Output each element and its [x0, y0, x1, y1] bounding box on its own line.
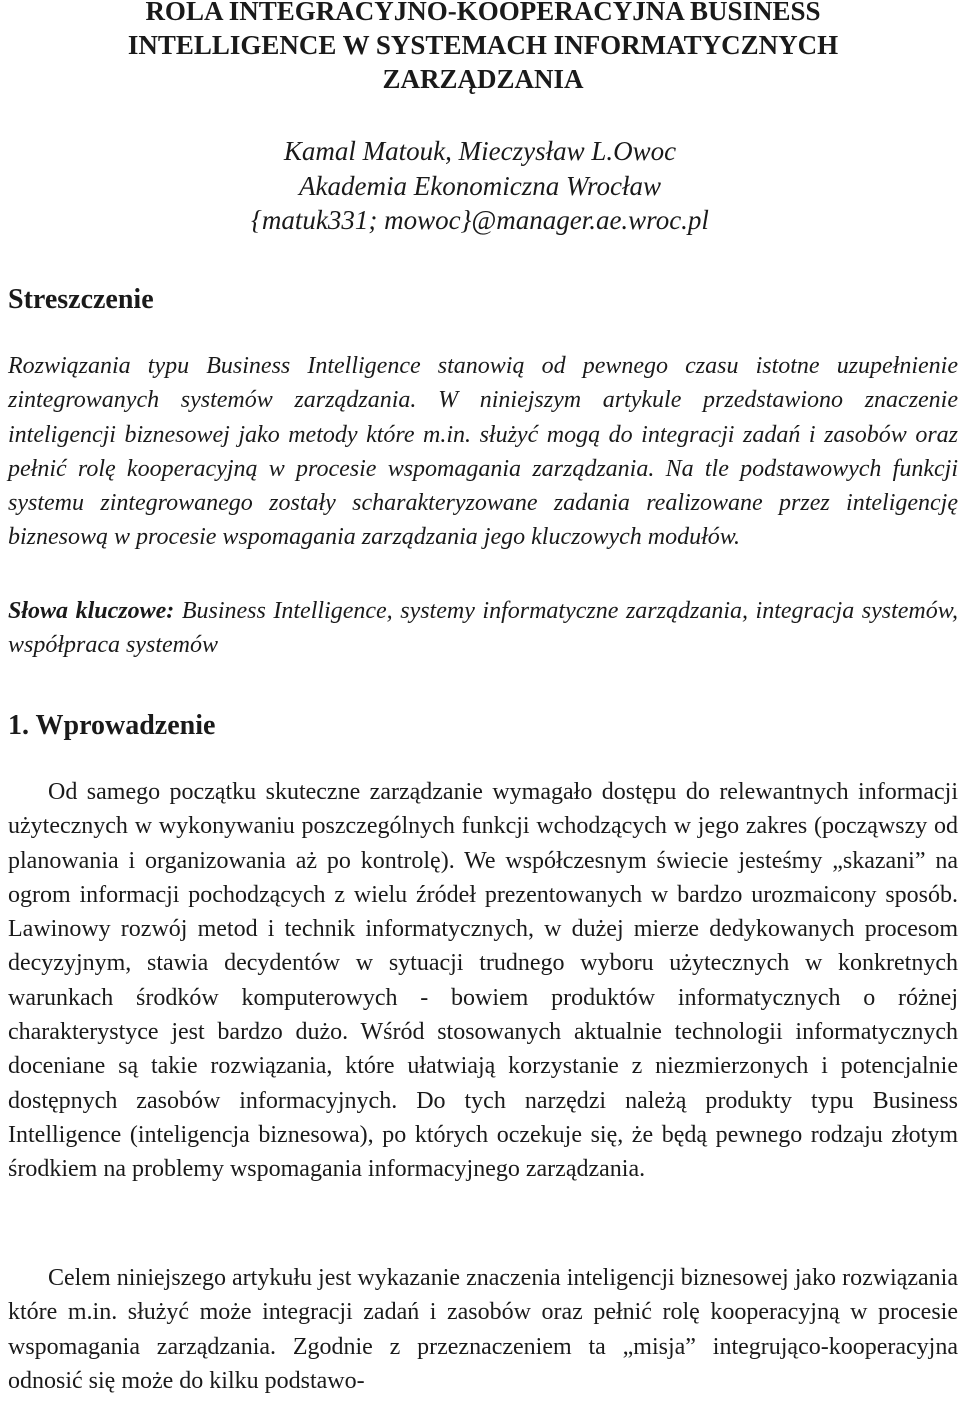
- paper-title: [8, 0, 958, 96]
- body-paragraph-1: Od samego początku skuteczne zarządzanie wymagało dostępu do relewantnych informacji użytecznych w wykonywaniu poszczególnych funkcji wchodzących w jego zakres (począwszy od planowania i organizowania aż po kontrolę). We współczesnym świecie jesteśmy „skazani” na ogrom informacji pochodzących z wielu źródeł prezentowanych w bardzo urozmaicony sposób. Lawinowy rozwój metod i technik informatycznych, w dużej mierze dedykowanych procesom decyzyjnym, stawia decydentów w sytuacji trudnego wyboru użytecznych w konkretnych warunkach środków komputerowych - bowiem produktów informatycznych o różnej charakterystyce jest bardzo dużo. Wśród stosowanych aktualnie technologii informatycznych doceniane są takie rozwiązania, które ułatwiają korzystanie z niezmierzonych i potencjalnie dostępnych zasobów informacyjnych. Do tych narzędzi należą produkty typu Business Intelligence (inteligencja biznesowa), po których oczekuje się, że będą pewnego rodzaju złotym środkiem na problemy wspomagania informacyjnego zarządzania.: [8, 779, 958, 1183]
- section-heading-introduction: 1. Wprowadzenie: [8, 710, 216, 741]
- body-paragraph-2: Celem niniejszego artykułu jest wykazanie znaczenia inteligencji biznesowej jako rozwiązania które m.in. służyć może integracji zadań i zasobów oraz pełnić rolę kooperacyjną w procesie wspomagania zarządzania. Zgodnie z przeznaczeniem ta „misja” integrująco-kooperacyjna odnosić się może do kilku podstawo-: [8, 1265, 958, 1394]
- keywords-text: Business Intelligence, systemy informatyczne zarządzania, integracja systemów, współpraca systemów: [8, 598, 958, 659]
- keywords: [8, 594, 958, 663]
- title-line-1: ROLA INTEGRACYJNO-KOOPERACYJNA BUSINESS: [145, 0, 821, 26]
- title-line-3: ZARZĄDZANIA: [382, 64, 584, 94]
- title-line-2: INTELLIGENCE W SYSTEMACH INFORMATYCZNYCH: [127, 30, 839, 60]
- author-names: Kamal Matouk, Mieczysław L.Owoc: [283, 136, 677, 166]
- abstract-heading: Streszczenie: [8, 284, 154, 315]
- keywords-label: Słowa kluczowe:: [8, 598, 175, 624]
- author-affiliation: Akademia Ekonomiczna Wrocław: [299, 170, 661, 201]
- abstract-text: Rozwiązania typu Business Intelligence stanowią od pewnego czasu istotne uzupełnienie zintegrowanych systemów zarządzania. W niniejszym artykule przedstawiono znaczenie inteligencji biznesowej jako metody które m.in. służyć mogą do integracji zadań i zasobów oraz pełnić rolę kooperacyjną w procesie wspomagania zarządzania. Na tle podstawowych funkcji systemu zintegrowanego zostały scharakteryzowane zadania realizowane przez inteligencję biznesową w procesie wspomagania zarządzania jego kluczowych modułów.: [8, 353, 958, 551]
- author-email: {matuk331; mowoc}@manager.ae.wroc.pl: [251, 205, 709, 235]
- author-block: [0, 134, 960, 238]
